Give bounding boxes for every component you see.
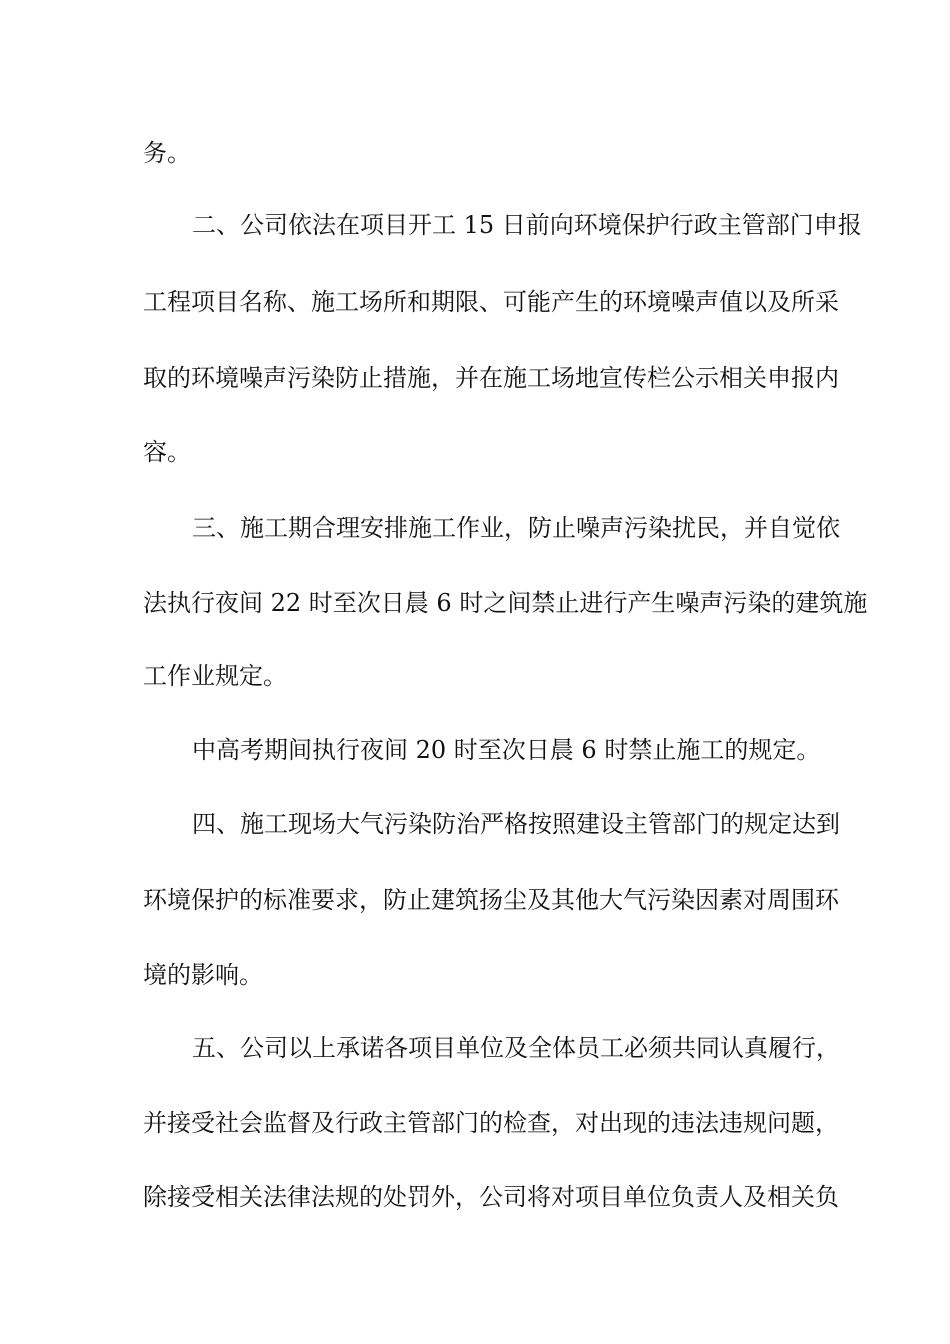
text-line: 取的环境噪声污染防止措施，并在施工场地宣传栏公示相关申报内 bbox=[143, 364, 839, 392]
text-line: 工作业规定。 bbox=[143, 662, 287, 690]
text-line: 中高考期间执行夜间 20 时至次日晨 6 时禁止施工的规定。 bbox=[192, 736, 821, 764]
text-line: 四、施工现场大气污染防治严格按照建设主管部门的规定达到 bbox=[192, 810, 840, 838]
text-line: 工程项目名称、施工场所和期限、可能产生的环境噪声值以及所采 bbox=[143, 288, 839, 316]
text-line: 三、施工期合理安排施工作业，防止噪声污染扰民，并自觉依 bbox=[192, 514, 840, 542]
text-line: 法执行夜间 22 时至次日晨 6 时之间禁止进行产生噪声污染的建筑施 bbox=[143, 589, 868, 617]
text-line: 五、公司以上承诺各项目单位及全体员工必须共同认真履行， bbox=[192, 1034, 840, 1062]
text-line: 除接受相关法律法规的处罚外，公司将对项目单位负责人及相关负 bbox=[143, 1183, 839, 1211]
text-line: 并接受社会监督及行政主管部门的检查，对出现的违法违规问题， bbox=[143, 1109, 839, 1137]
text-line: 容。 bbox=[143, 438, 191, 466]
text-line: 务。 bbox=[143, 139, 191, 167]
text-line: 境的影响。 bbox=[143, 961, 263, 989]
text-line: 环境保护的标准要求，防止建筑扬尘及其他大气污染因素对周围环 bbox=[143, 886, 839, 914]
text-line: 二、公司依法在项目开工 15 日前向环境保护行政主管部门申报 bbox=[192, 211, 862, 239]
